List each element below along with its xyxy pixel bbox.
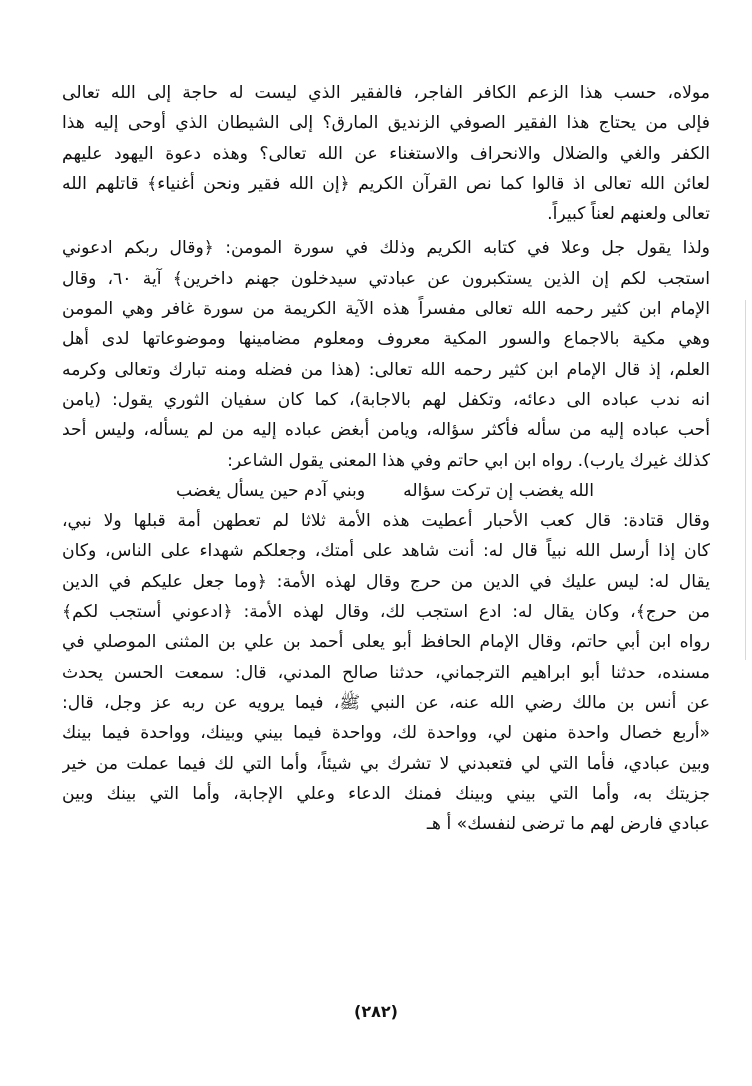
text-line: استجب لكم إن الذين يستكبرون عن عبادتي سيدخلون جهنم داخرين﴾ آية ٦٠، وقال [62, 268, 710, 289]
page-body-text [62, 78, 710, 839]
text-line: كان إذا أرسل الله نبياً قال له: أنت شاهد على أمتك، وجعلكم شهداء على الناس، وكان [62, 541, 710, 562]
text-line: مولاه، حسب هذا الزعم الكافر الفاجر، فالفقير الذي ليست له حاجة إلى الله تعالى [62, 83, 710, 103]
text-line: فإلى من يحتاج هذا الفقير الصوفي الزنديق المارق؟ إلى الشيطان الذي أوحى إليه هذا [62, 113, 710, 134]
text-line: مسنده، حدثنا أبو ابراهيم الترجماني، حدثنا صالح المدني، قال: سمعت الحسن يحدث [62, 662, 710, 683]
text-line: لعائن الله تعالى اذ قالوا كما نص القرآن الكريم ﴿إن الله فقير ونحن أغنياء﴾ قاتلهم الله [62, 173, 710, 194]
verse-hemistich-left: وبني آدم حين يسأل يغضب [176, 480, 366, 501]
text-line: عبادي فارض لهم ما ترضى لنفسك» أ هـ [426, 814, 710, 835]
text-line: العلم، إذ قال الإمام ابن كثير رحمه الله تعالى: (هذا من فضله ومنه تبارك وتعالى وكرمه [62, 359, 710, 380]
text-line: كذلك غيرك يارب). رواه ابن ابي حاتم وفي هذا المعنى يقول الشاعر: [227, 450, 710, 471]
paragraph-start-line: ولذا يقول جل وعلا في كتابه الكريم وذلك في سورة المومن: ﴿وقال ربكم ادعوني [62, 238, 710, 259]
scan-edge-line [745, 300, 746, 660]
verse-hemistich-right: الله يغضب إن تركت سؤاله [403, 480, 594, 501]
text-line: الإمام ابن كثير رحمه الله تعالى مفسراً هذه الآية الكريمة من سورة غافر وهي المومن [62, 299, 710, 320]
paragraph-start-line: وقال قتادة: قال كعب الأحبار أعطيت هذه الأمة ثلاثا لم تعطهن أمة قبلها ولا نبي، [62, 511, 710, 532]
text-line: جزيتك به، وأما التي بيني وبينك فمنك الدعاء وعلي الإجابة، وأما التي بينك وبين [62, 783, 710, 804]
text-line: أحب عباده إليه من سأله فأكثر سؤاله، ويامن أبغض عباده إليه من لم يسأله، وليس أحد [62, 420, 710, 441]
text-line: عن أنس بن مالك رضي الله عنه، عن النبي ﷺ، فيما يرويه عن ربه عز وجل، قال: [62, 692, 710, 713]
text-line: انه ندب عباده الى دعائه، وتكفل لهم بالاجابة)، كما كان سفيان الثوري يقول: (يامن [62, 389, 710, 410]
poetry-verse [62, 476, 710, 506]
text-line: «أربع خصال واحدة منهن لي، وواحدة لك، وواحدة فيما بيني وبينك، وواحدة فيما بينك [62, 723, 710, 744]
text-line: يقال له: ليس عليك في الدين من حرج وقال لهذه الأمة: ﴿وما جعل عليكم في الدين [62, 571, 710, 592]
page-number: (٢٨٢) [354, 1002, 398, 1021]
text-line: تعالى ولعنهم لعناً كبيراً. [547, 204, 710, 225]
text-line: وهي مكية بالاجماع والسور المكية معروف ومعلوم مضامينها وموضوعاتها لدى أهل [62, 329, 710, 350]
text-line: رواه ابن أبي حاتم، وقال الإمام الحافظ أبو يعلى أحمد بن علي بن المثنى الموصلي في [62, 632, 710, 653]
text-line: وبين عبادي، فأما التي لي فتعبدني لا تشرك بي شيئاً، وأما التي لك فيما عملت من خير [62, 753, 710, 774]
text-line: الكفر والغي والضلال والانحراف والاستغناء عن الله تعالى؟ وهذه دعوة اليهود عليهم [62, 143, 710, 164]
text-line: من حرج﴾، وكان يقال له: ادع استجب لك، وقال لهذه الأمة: ﴿ادعوني أستجب لكم﴾ [62, 602, 710, 623]
